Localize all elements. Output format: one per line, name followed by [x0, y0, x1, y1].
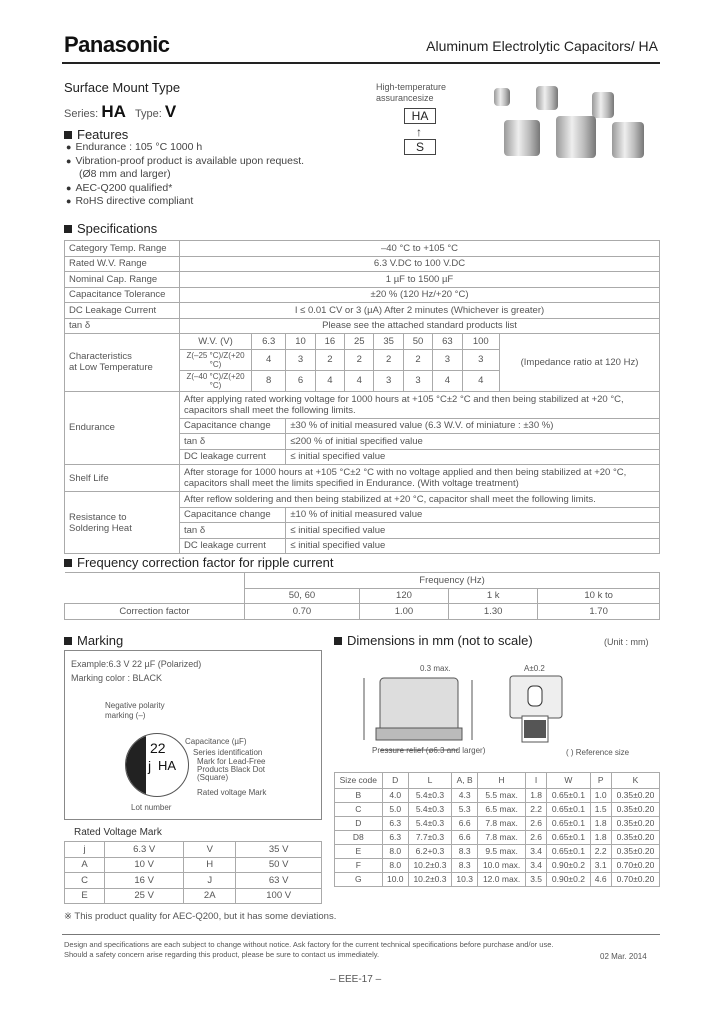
dims-cell: 8.3: [452, 858, 478, 872]
ratio-cell: 3: [286, 349, 315, 370]
endurance-value: ±30 % of initial measured value (6.3 W.V. of miniature : ±30 %): [286, 418, 660, 434]
voltage-cell: 16: [315, 334, 344, 350]
arrow-up-icon: ↑: [416, 125, 422, 139]
shelf-desc: After storage for 1000 hours at +105 °C±2 °C with no voltage applied and then being stabilized at +20 °C, capacitors shall meet the limits specified in Endurance. (With voltage treatment): [180, 465, 660, 492]
dims-cell: B: [335, 788, 383, 802]
a-tol-label: A±0.2: [524, 664, 545, 673]
ratio-cell: 4: [462, 370, 499, 391]
rated-voltage-label: Rated voltage Mark: [197, 788, 267, 797]
dims-cell: 5.3: [452, 802, 478, 816]
mount-type: Surface Mount Type: [64, 80, 181, 95]
dims-table: [334, 772, 660, 887]
freq-row-label: Correction factor: [65, 604, 245, 620]
table-row: [65, 303, 660, 319]
features-title: Features: [64, 127, 128, 142]
endurance-desc: After applying rated working voltage for 1000 hours at +105 °C±2 °C and then being stabilized at +20 °C, capacitors shall meet the following limits.: [180, 391, 660, 418]
table-row: [335, 802, 660, 816]
ratio-cell: 3: [462, 349, 499, 370]
dims-cell: 5.4±0.3: [408, 788, 451, 802]
table-row: [65, 465, 660, 492]
endurance-value: ≤200 % of initial specified value: [286, 434, 660, 450]
spec-label: Nominal Cap. Range: [65, 272, 180, 288]
rvm-table: [64, 841, 322, 904]
dims-cell: 10.3: [452, 872, 478, 886]
solder-desc: After reflow soldering and then being stabilized at +20 °C, capacitor shall meet the following limits.: [180, 492, 660, 508]
dims-cell: 0.65±0.1: [547, 816, 590, 830]
freq-col: 10 k to: [538, 588, 660, 604]
voltage-cell: 6.3: [252, 334, 286, 350]
dims-cell: 0.70±0.20: [611, 872, 659, 886]
dims-cell: 5.4±0.3: [408, 816, 451, 830]
header-rule: [62, 62, 660, 64]
ratio-cell: 4: [433, 370, 462, 391]
page-number: – EEE-17 –: [330, 974, 382, 985]
features-list: [66, 141, 304, 209]
spec-label: tan δ: [65, 318, 180, 334]
dims-cell: 5.5 max.: [478, 788, 526, 802]
polarity-band: [126, 734, 146, 797]
dims-drawing: [334, 650, 660, 770]
voltage-cell: 35: [374, 334, 403, 350]
freq-col: 1 k: [449, 588, 538, 604]
freq-table: [64, 572, 660, 620]
endurance-key: DC leakage current: [180, 449, 286, 465]
dims-cell: 5.4±0.3: [408, 802, 451, 816]
dims-cell: 0.65±0.1: [547, 830, 590, 844]
product-photo-large2: [612, 122, 644, 158]
dims-cell: 10.0 max.: [478, 858, 526, 872]
dims-cell: 0.65±0.1: [547, 788, 590, 802]
solder-value: ≤ initial specified value: [286, 538, 660, 554]
table-row: [65, 334, 660, 350]
series-label: Series:: [64, 108, 99, 120]
dims-cell: 6.6: [452, 816, 478, 830]
spec-label: Characteristics at Low Temperature: [65, 334, 180, 392]
d-max-label: 0.3 max.: [420, 664, 451, 673]
dims-cell: D8: [335, 830, 383, 844]
dims-cell: 6.5 max.: [478, 802, 526, 816]
dims-title: Dimensions in mm (not to scale): [334, 633, 533, 648]
ratio-label: Z(–40 °C)/Z(+20 °C): [180, 370, 252, 391]
voltage-cell: 25: [345, 334, 374, 350]
table-row: [335, 872, 660, 886]
freq-title: Frequency correction factor for ripple current: [64, 555, 334, 570]
freq-value: 1.30: [449, 604, 538, 620]
dims-cell: C: [335, 802, 383, 816]
dims-cell: D: [335, 816, 383, 830]
table-row: [65, 256, 660, 272]
assurance-label: High-temperature assurancesize: [376, 82, 447, 103]
dims-cell: E: [335, 844, 383, 858]
feature-item: ● Endurance : 105 °C 1000 h: [66, 141, 304, 155]
dims-cell: 0.70±0.20: [611, 858, 659, 872]
ratio-cell: 3: [403, 370, 432, 391]
dims-cell: 4.6: [590, 872, 611, 886]
spec-value: 6.3 V.DC to 100 V.DC: [180, 256, 660, 272]
pressure-relief-label: Pressure relief (ø6.3 and larger): [372, 746, 486, 755]
type-value: V: [164, 102, 177, 121]
dims-cell: 5.0: [382, 802, 408, 816]
table-row: [65, 391, 660, 418]
solder-key: Capacitance change: [180, 507, 286, 523]
dims-cell: 0.90±0.2: [547, 858, 590, 872]
spec-label: Capacitance Tolerance: [65, 287, 180, 303]
dims-cell: 3.1: [590, 858, 611, 872]
spec-label: DC Leakage Current: [65, 303, 180, 319]
reference-note: ( ) Reference size: [566, 748, 630, 757]
dims-cell: 0.35±0.20: [611, 830, 659, 844]
spec-value: Please see the attached standard products list: [180, 318, 660, 334]
dims-cell: 3.4: [525, 858, 546, 872]
dims-cell: 0.35±0.20: [611, 844, 659, 858]
dims-cell: 2.2: [525, 802, 546, 816]
feature-item: ● Vibration-proof product is available upon request.: [66, 155, 304, 169]
spec-label: Resistance to Soldering Heat: [65, 492, 180, 554]
dims-cell: 0.35±0.20: [611, 788, 659, 802]
product-photo-medium: [536, 86, 558, 110]
dims-cell: 0.65±0.1: [547, 844, 590, 858]
capacitance-label: Capacitance (µF): [185, 737, 247, 746]
dims-cell: 10.0: [382, 872, 408, 886]
ratio-cell: 2: [403, 349, 432, 370]
dims-cell: 8.3: [452, 844, 478, 858]
dims-cell: 7.7±0.3: [408, 830, 451, 844]
lead-free-label: Mark for Lead-Free Products Black Dot (Square): [197, 757, 266, 782]
dims-cell: 3.5: [525, 872, 546, 886]
footer-note: ※ This product quality for AEC-Q200, but it has some deviations.: [64, 911, 337, 922]
brand-logo: Panasonic: [64, 32, 170, 57]
page-title: Aluminum Electrolytic Capacitors/ HA: [426, 38, 658, 54]
product-photo-large: [504, 120, 540, 156]
table-row: [65, 573, 660, 589]
freq-value: 1.70: [538, 604, 660, 620]
marking-example: Example:6.3 V 22 µF (Polarized): [71, 659, 202, 669]
table-row: C 16 V J 63 V: [65, 873, 322, 889]
dims-cell: 2.2: [590, 844, 611, 858]
disclaimer: Should a safety concern arise regarding this product, please be sure to contact us immediately.: [64, 950, 380, 959]
dims-cell: 4.3: [452, 788, 478, 802]
table-row: [65, 241, 660, 257]
endurance-value: ≤ initial specified value: [286, 449, 660, 465]
dims-cell: 1.0: [590, 788, 611, 802]
ratio-cell: 4: [252, 349, 286, 370]
dims-cell: 0.35±0.20: [611, 816, 659, 830]
impedance-note: (Impedance ratio at 120 Hz): [500, 334, 660, 392]
series-mark: HA: [158, 758, 177, 773]
voltage-cell: 63: [433, 334, 462, 350]
marking-box: [64, 650, 322, 820]
voltage-cell: 50: [403, 334, 432, 350]
dims-cell: 6.2+0.3: [408, 844, 451, 858]
endurance-key: tan δ: [180, 434, 286, 450]
table-row: [335, 788, 660, 802]
ratio-label: Z(–25 °C)/Z(+20 °C): [180, 349, 252, 370]
spec-label: Category Temp. Range: [65, 241, 180, 257]
ratio-cell: 2: [374, 349, 403, 370]
table-row: [335, 830, 660, 844]
spec-value: 1 µF to 1500 µF: [180, 272, 660, 288]
table-row: A 10 V H 50 V: [65, 857, 322, 873]
freq-header: Frequency (Hz): [245, 573, 660, 589]
table-row: [335, 858, 660, 872]
ratio-cell: 6: [286, 370, 315, 391]
table-row: [65, 318, 660, 334]
feature-item: ● RoHS directive compliant: [66, 195, 304, 209]
series-id-label: Series identification: [193, 748, 263, 757]
dims-cell: 12.0 max.: [478, 872, 526, 886]
dims-cell: 7.8 max.: [478, 816, 526, 830]
ratio-cell: 4: [345, 370, 374, 391]
box-s: S: [404, 139, 436, 155]
spec-table: [64, 240, 660, 554]
table-row: E 25 V 2A 100 V: [65, 888, 322, 904]
spec-value: ±20 % (120 Hz/+20 °C): [180, 287, 660, 303]
ratio-cell: 2: [315, 349, 344, 370]
dims-cell: 6.3: [382, 830, 408, 844]
dims-cell: F: [335, 858, 383, 872]
table-row: [65, 492, 660, 508]
spec-label: Rated W.V. Range: [65, 256, 180, 272]
solder-value: ≤ initial specified value: [286, 523, 660, 539]
table-row: Size code D L A, B H I W P K: [335, 773, 660, 789]
dims-cell: 0.90±0.2: [547, 872, 590, 886]
freq-col: 120: [359, 588, 448, 604]
dims-cell: 0.65±0.1: [547, 802, 590, 816]
product-photo-small: [494, 88, 510, 106]
box-ha: HA: [404, 108, 436, 124]
spec-label: Endurance: [65, 391, 180, 465]
voltage-mark: j: [148, 758, 152, 774]
dims-cell: 8.0: [382, 844, 408, 858]
dims-cell: 4.0: [382, 788, 408, 802]
cap-mark: 22: [150, 740, 166, 756]
product-photo-xlarge: [556, 116, 596, 158]
dims-cell: 1.5: [590, 802, 611, 816]
spec-value: I ≤ 0.01 CV or 3 (µA) After 2 minutes (Whichever is greater): [180, 303, 660, 319]
specs-title: Specifications: [64, 221, 157, 236]
dims-cell: 1.8: [590, 816, 611, 830]
dims-cell: 2.6: [525, 816, 546, 830]
table-row: [65, 272, 660, 288]
lot-number-label: Lot number: [131, 803, 172, 812]
table-row: [335, 816, 660, 830]
ratio-cell: 3: [374, 370, 403, 391]
series-line: [64, 102, 176, 122]
dims-cell: 6.6: [452, 830, 478, 844]
type-label: Type:: [134, 108, 162, 120]
dims-cell: 2.6: [525, 830, 546, 844]
footer-date: 02 Mar. 2014: [600, 952, 647, 961]
dims-cell: G: [335, 872, 383, 886]
neg-polarity-label: Negative polarity marking (–): [105, 701, 165, 720]
spec-label: Shelf Life: [65, 465, 180, 492]
dims-unit: (Unit : mm): [604, 637, 649, 647]
marking-title: Marking: [64, 633, 123, 648]
wv-label: W.V. (V): [180, 334, 252, 350]
freq-value: 1.00: [359, 604, 448, 620]
table-row: [65, 287, 660, 303]
dims-cell: 8.0: [382, 858, 408, 872]
endurance-key: Capacitance change: [180, 418, 286, 434]
table-row: [335, 844, 660, 858]
disclaimer: Design and specifications are each subject to change without notice. Ask factory for the current technical specifications before purchase and/or use.: [64, 940, 554, 949]
dims-cell: 9.5 max.: [478, 844, 526, 858]
marking-circle: [125, 733, 189, 797]
marking-color: Marking color : BLACK: [71, 673, 163, 683]
dims-cell: 0.35±0.20: [611, 802, 659, 816]
voltage-cell: 10: [286, 334, 315, 350]
rvm-title: Rated Voltage Mark: [74, 827, 162, 838]
series-value: HA: [101, 102, 126, 121]
spec-value: –40 °C to +105 °C: [180, 241, 660, 257]
solder-key: DC leakage current: [180, 538, 286, 554]
dims-cell: 10.2±0.3: [408, 858, 451, 872]
dims-cell: 6.3: [382, 816, 408, 830]
dims-cell: 3.4: [525, 844, 546, 858]
voltage-cell: 100: [462, 334, 499, 350]
ratio-cell: 3: [433, 349, 462, 370]
dims-cell: 7.8 max.: [478, 830, 526, 844]
solder-key: tan δ: [180, 523, 286, 539]
table-row: j 6.3 V V 35 V: [65, 842, 322, 858]
feature-item: ● AEC-Q200 qualified*: [66, 182, 304, 196]
ratio-cell: 4: [315, 370, 344, 391]
dims-cell: 1.8: [590, 830, 611, 844]
table-row: [65, 604, 660, 620]
ratio-cell: 8: [252, 370, 286, 391]
freq-value: 0.70: [245, 604, 360, 620]
footer-rule: [62, 934, 660, 935]
dims-cell: 10.2±0.3: [408, 872, 451, 886]
freq-col: 50, 60: [245, 588, 360, 604]
solder-value: ±10 % of initial measured value: [286, 507, 660, 523]
feature-item: (Ø8 mm and larger): [79, 168, 171, 180]
ratio-cell: 2: [345, 349, 374, 370]
dims-cell: 1.8: [525, 788, 546, 802]
product-photo-medium2: [592, 92, 614, 118]
